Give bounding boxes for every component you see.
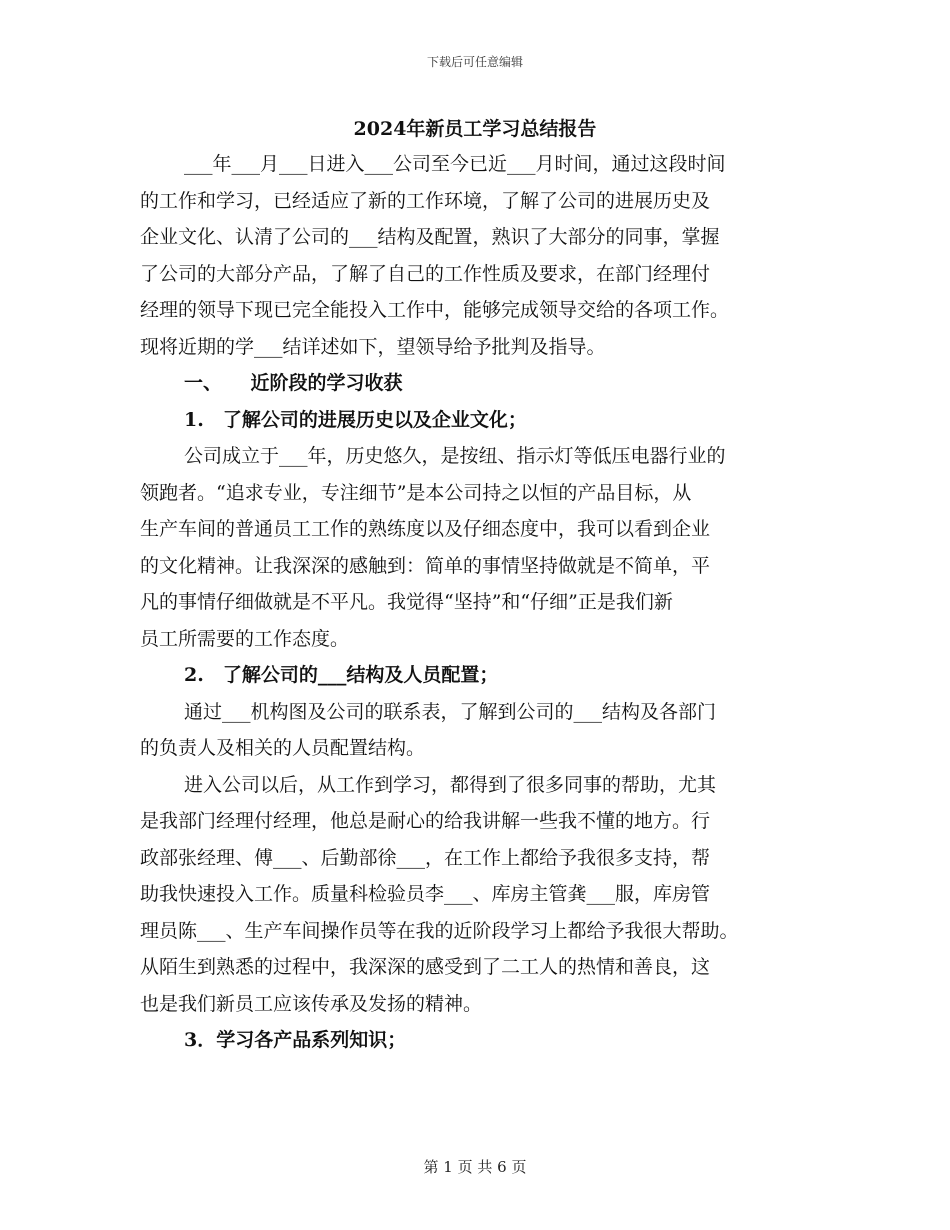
- paragraph-line: 生产车间的普通员工工作的熟练度以及仔细态度中，我可以看到企业: [140, 518, 711, 540]
- paragraph-line: 现将近期的学___结详述如下，望领导给予批判及指导。: [140, 335, 606, 358]
- paragraph-line: 的负责人及相关的人员配置结构。: [140, 737, 426, 759]
- header-note: 下载后可任意编辑: [426, 55, 523, 69]
- item-heading: 3．学习各产品系列知识；: [184, 1029, 407, 1051]
- item-heading: 2. 了解公司的___结构及人员配置；: [184, 664, 499, 686]
- intro-paragraph: [140, 146, 810, 365]
- paragraph-line: 的工作和学习，已经适应了新的工作环境，了解了公司的进展历史及: [140, 189, 711, 212]
- paragraph-line: 通过___机构图及公司的联系表，了解到公司的___结构及各部门: [184, 700, 717, 723]
- section-heading: 一、 近阶段的学习收获: [184, 372, 403, 394]
- item-heading: 1. 了解公司的进展历史以及企业文化；: [184, 408, 527, 431]
- paragraph-line: 经理的领导下现已完全能投入工作中，能够完成领导交给的各项工作。: [140, 299, 730, 321]
- item1-paragraph: [140, 438, 810, 657]
- paragraph-line: 进入公司以后，从工作到学习，都得到了很多同事的帮助，尤其: [184, 773, 717, 796]
- paragraph-line: 员工所需要的工作态度。: [140, 627, 350, 650]
- paragraph-line: 也是我们新员工应该传承及发扬的精神。: [140, 992, 483, 1015]
- item2-paragraph-1: [140, 694, 810, 767]
- document-body: [140, 112, 810, 1059]
- paragraph-line: ___年___月___日进入___公司至今已近___月时间，通过这段时间: [184, 153, 726, 175]
- document-title: 2024年新员工学习总结报告: [353, 118, 597, 140]
- paragraph-line: 的文化精神。让我深深的感触到：简单的事情坚持做就是不简单，平: [140, 554, 711, 577]
- paragraph-line: 是我部门经理付经理，他总是耐心的给我讲解一些我不懂的地方。行: [140, 810, 711, 832]
- paragraph-line: 从陌生到熟悉的过程中，我深深的感受到了二工人的热情和善良，这: [140, 956, 711, 978]
- item2-paragraph-2: [140, 767, 810, 1023]
- paragraph-line: 企业文化、认清了公司的___结构及配置，熟识了大部分的同事，掌握: [140, 226, 720, 248]
- paragraph-line: 了公司的大部分产品，了解了自己的工作性质及要求，在部门经理付: [140, 262, 711, 285]
- paragraph-line: 领跑者。“追求专业，专注细节”是本公司持之以恒的产品目标，从: [140, 481, 692, 504]
- page-number: 第 1 页 共 6 页: [423, 1158, 527, 1176]
- paragraph-line: 理员陈___、生产车间操作员等在我的近阶段学习上都给予我很大帮助。: [140, 919, 739, 942]
- paragraph-line: 政部张经理、傅___、后勤部徐___，在工作上都给予我很多支持，帮: [140, 846, 711, 869]
- paragraph-line: 凡的事情仔细做就是不平凡。我觉得“坚持”和“仔细”正是我们新: [140, 591, 673, 613]
- paragraph-line: 公司成立于___年，历史悠久，是按纽、指示灯等低压电器行业的: [184, 445, 726, 467]
- paragraph-line: 助我快速投入工作。质量科检验员李___、库房主管龚___服，库房管: [140, 883, 711, 905]
